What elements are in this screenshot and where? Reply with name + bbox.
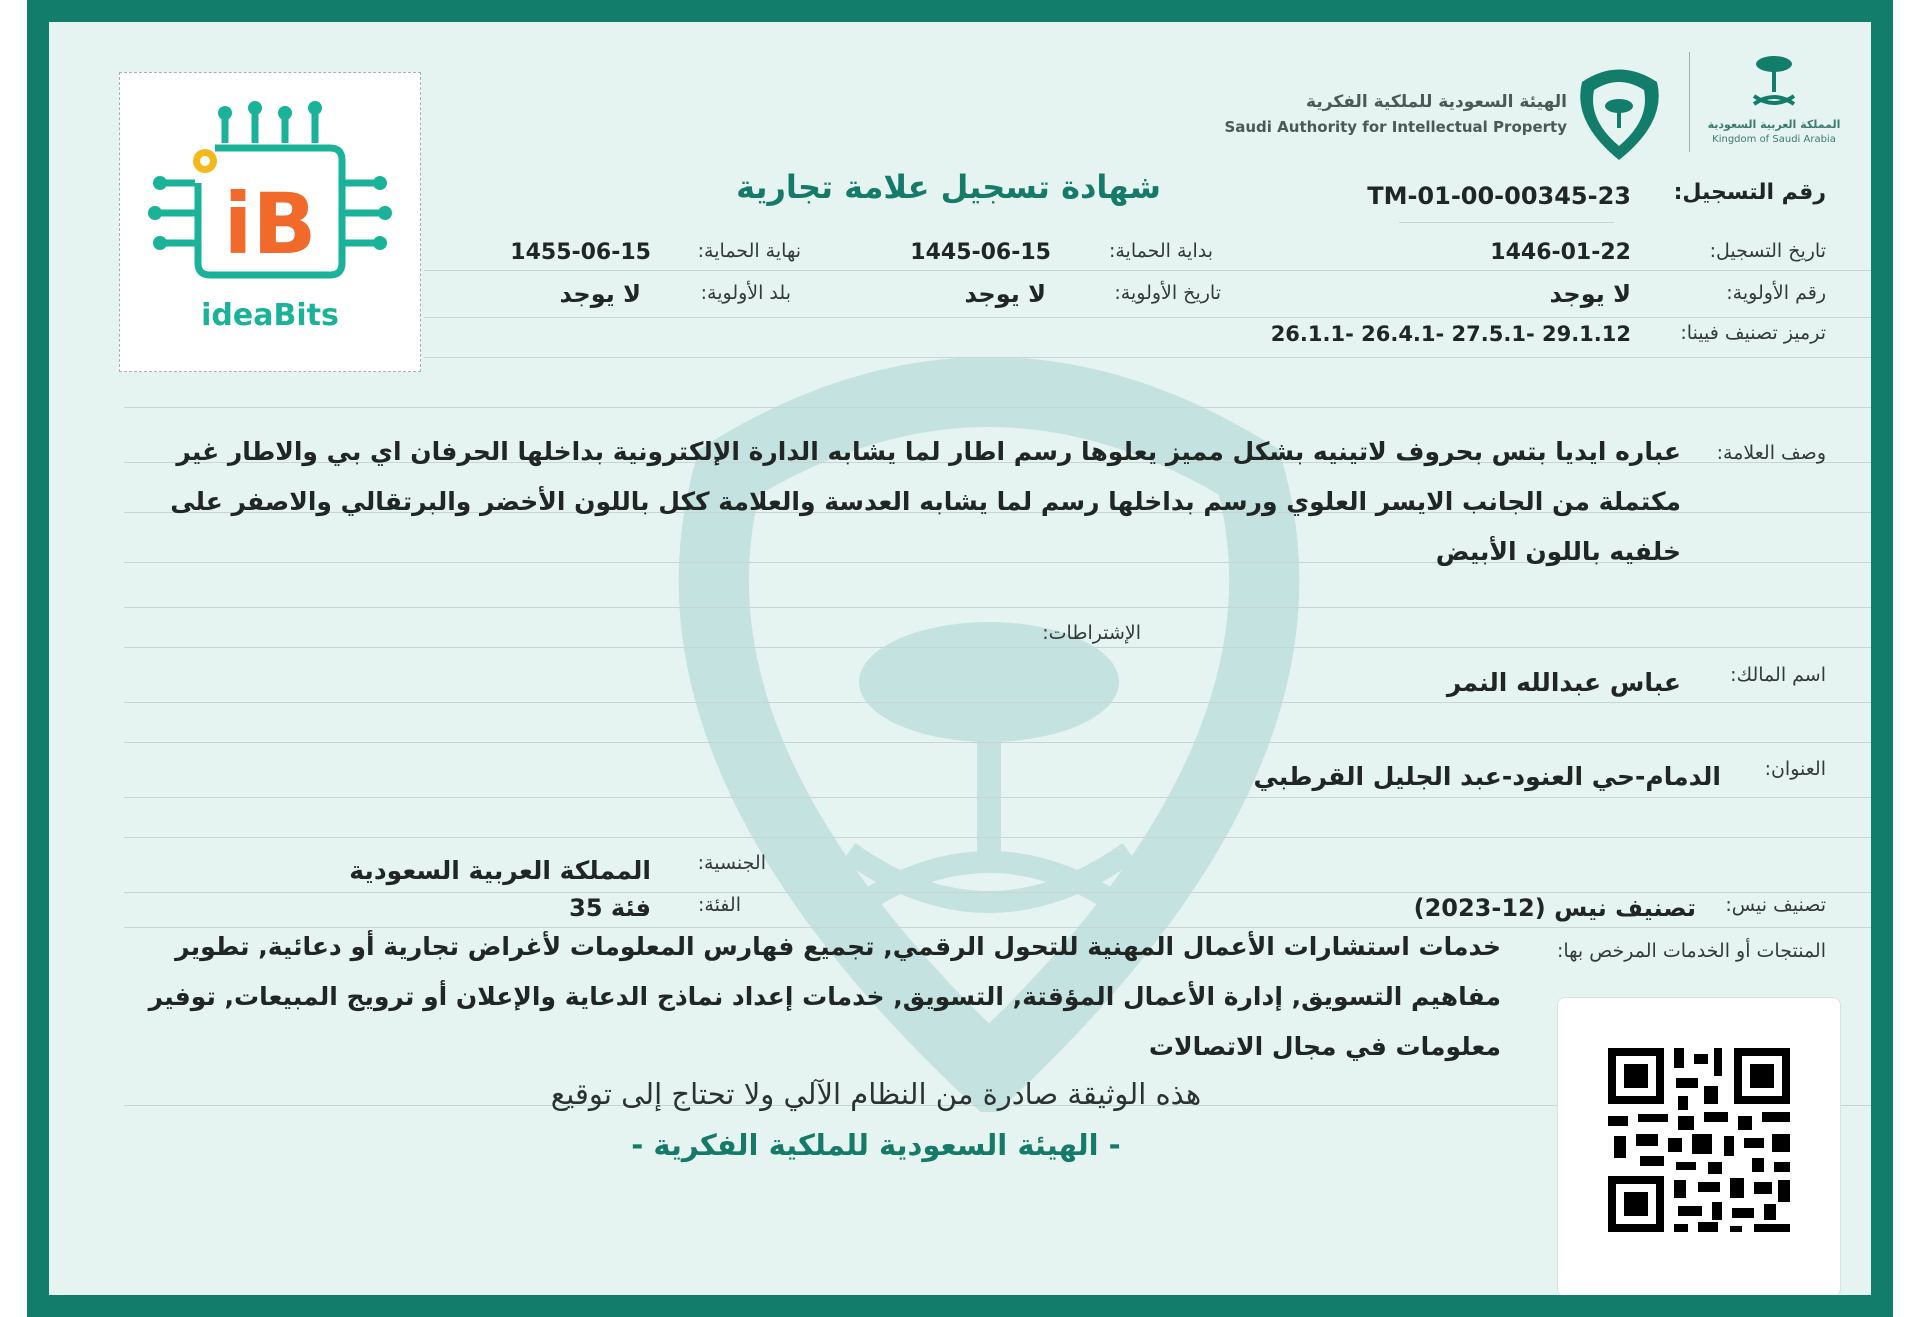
priority-number-label: رقم الأولوية: — [1726, 282, 1826, 304]
address-label: العنوان: — [1764, 758, 1826, 780]
saip-logo — [1224, 62, 1667, 172]
certificate-title: شهادة تسجيل علامة تجارية — [736, 168, 1161, 206]
priority-date-label: تاريخ الأولوية: — [1114, 282, 1221, 304]
description-label: وصف العلامة: — [1716, 442, 1826, 464]
header-divider — [1689, 52, 1690, 152]
rule — [124, 797, 1871, 798]
rule — [424, 357, 1871, 358]
palm-swords-icon — [1749, 52, 1799, 112]
qr-code-box — [1557, 997, 1841, 1295]
rule — [124, 837, 1871, 838]
protection-end-value: 1455-06-15 — [510, 240, 651, 265]
rule — [124, 892, 1871, 893]
address-value: الدمام-حي العنود-عبد الجليل القرطبي — [1253, 762, 1721, 791]
certificate-paper — [49, 22, 1871, 1295]
reg-date-label: تاريخ التسجيل: — [1709, 240, 1826, 262]
priority-country-value: لا يوجد — [559, 280, 641, 308]
nationality-label: الجنسية: — [697, 852, 766, 874]
authority-name-ar: الهيئة السعودية للملكية الفكرية — [1306, 92, 1567, 112]
rule — [124, 702, 1871, 703]
description-value: عباره ايديا بتس بحروف لاتينيه بشكل مميز يعلوها رسم اطار لما يشابه الدارة الإلكترونية بداخلها الحرفان اي بي والاطار غير مكتملة من الجانب الايسر العلوي ورسم بداخلها رسم لما يشابه العدسة والعلامة ككل باللون الأخضر والبرتقالي والاصفر على خلفيه باللون الأبيض — [170, 437, 1681, 566]
class-label: الفئة: — [697, 894, 741, 916]
footer-note: هذه الوثيقة صادرة من النظام الآلي ولا تحتاج إلى توقيع — [550, 1077, 1202, 1111]
rule — [124, 742, 1871, 743]
kingdom-name-en: Kingdom of Saudi Arabia — [1712, 134, 1836, 145]
certificate-frame — [27, 0, 1893, 1317]
saip-emblem-icon — [1572, 62, 1667, 162]
trademark-image — [119, 72, 421, 372]
owner-value: عباس عبدالله النمر — [1446, 668, 1681, 697]
logo-letters: iB — [223, 175, 317, 273]
rule — [424, 270, 1871, 271]
rule — [124, 407, 1871, 408]
protection-start-label: بداية الحماية: — [1108, 240, 1213, 262]
logo-text: ideaBits — [201, 298, 339, 333]
nice-label: تصنيف نيس: — [1725, 894, 1826, 916]
kingdom-logo — [1704, 52, 1844, 162]
rule — [124, 647, 1871, 648]
priority-number-value: لا يوجد — [1549, 280, 1631, 308]
priority-country-label: بلد الأولوية: — [700, 282, 791, 304]
rule — [1399, 222, 1614, 223]
footer-signature: - الهيئة السعودية للملكية الفكرية - — [631, 1128, 1121, 1162]
reg-number-label: رقم التسجيل: — [1673, 180, 1826, 205]
nice-value: تصنيف نيس (12-2023) — [1413, 894, 1696, 922]
qr-code-icon — [1558, 998, 1840, 1295]
reg-date-value: 1446-01-22 — [1490, 240, 1631, 265]
class-value: فئة 35 — [569, 894, 651, 922]
kingdom-name-ar: المملكة العربية السعودية — [1707, 118, 1841, 131]
nationality-value: المملكة العربية السعودية — [349, 856, 651, 885]
vienna-label: ترميز تصنيف فيينا: — [1680, 322, 1826, 344]
rule — [424, 317, 1871, 318]
products-value: خدمات استشارات الأعمال المهنية للتحول الرقمي, تجميع فهارس المعلومات لأغراض تجارية أو دعائية, تطوير مفاهيم التسويق, إدارة الأعمال المؤقتة, التسويق, خدمات إعداد نماذج الدعاية والإعلان أو ترويج المبيعات, توفير معلومات في مجال الاتصالات — [148, 932, 1501, 1061]
rule — [124, 607, 1871, 608]
authority-name-en: Saudi Authority for Intellectual Property — [1224, 118, 1567, 136]
products-label: المنتجات أو الخدمات المرخص بها: — [1556, 940, 1826, 962]
protection-end-label: نهاية الحماية: — [697, 240, 801, 262]
vienna-value: 26.1.1- 26.4.1- 27.5.1- 29.1.12 — [1270, 322, 1631, 346]
owner-label: اسم المالك: — [1730, 664, 1826, 686]
conditions-label: الإشتراطات: — [1042, 622, 1141, 644]
reg-number-value: TM-01-00-00345-23 — [1367, 182, 1631, 210]
priority-date-value: لا يوجد — [964, 280, 1046, 308]
ideabits-logo — [120, 73, 420, 371]
protection-start-value: 1445-06-15 — [910, 240, 1051, 265]
